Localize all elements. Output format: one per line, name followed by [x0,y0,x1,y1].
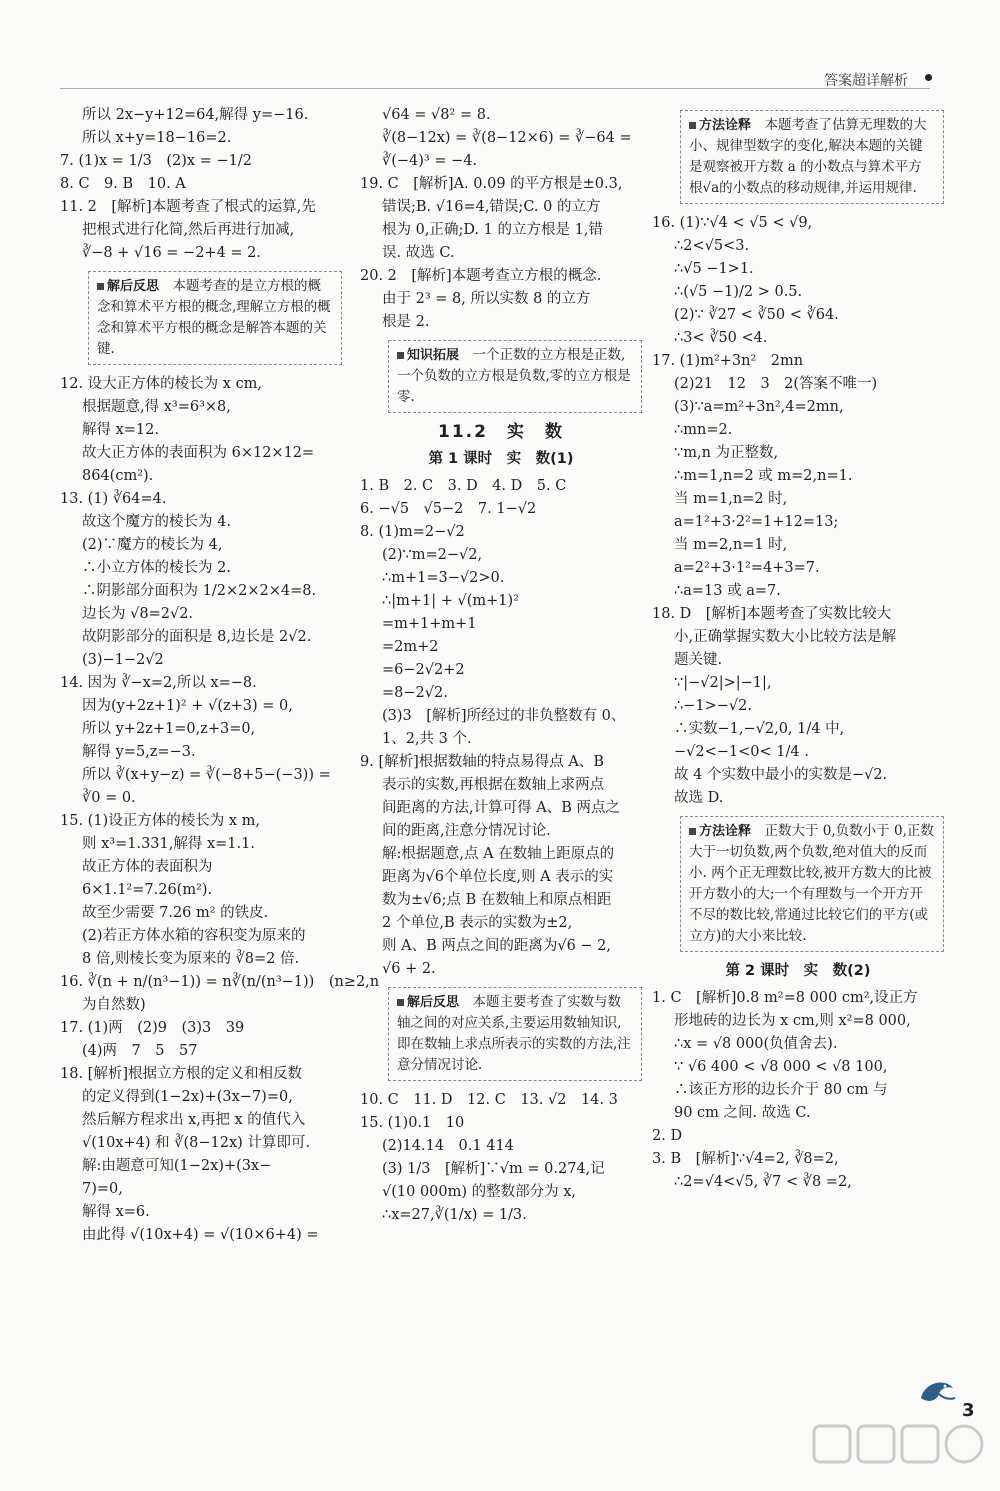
answer-line: 1. C [解析]0.8 m²=8 000 cm²,设正方 [652,990,918,1006]
answer-line: 8 倍,则棱长变为原来的 ∛8=2 倍. [82,951,300,967]
note-box-heading: 方法诠释 [689,118,751,133]
answer-line: 故选 D. [674,790,724,806]
answer-line: 故正方体的表面积为 [82,859,213,875]
answer-line: 所以 ∛(x+y−z) = ∛(−8+5−(−3)) = [82,767,331,783]
answer-line: ∴3< ∛50 <4. [674,330,768,346]
answer-line: 6×1.1²=7.26(m²). [82,882,213,898]
page-number: 3 [962,1400,975,1421]
answer-line: 则 A、B 两点之间的距离为√6 − 2, [382,938,612,954]
answer-line: (2)14.14 0.1 414 [382,1138,514,1154]
watermark-logo-icon [810,1420,990,1480]
answer-line: =6−2√2+2 [382,662,465,678]
answer-line: 当 m=1,n=2 时, [674,491,788,507]
answer-line: 故 4 个实数中最小的实数是−√2. [674,767,888,783]
note-box-text: 本题考查的是立方根的概念和算术平方根的概念,理解立方根的概念和算术平方根的概念是解答本题的关键. [97,278,331,357]
answer-line: ∴mn=2. [674,422,733,438]
answer-line: 题关键. [674,652,723,668]
header-rule [60,88,930,89]
answer-line: a=2²+3·1²=4+3=7. [674,560,820,576]
answer-line: (3)3 [解析]所经过的非负整数有 0、 [382,708,626,724]
answer-line: 数为±√6;点 B 在数轴上和原点相距 [382,892,612,908]
answer-line: 17. (1)两 (2)9 (3)3 39 [60,1020,245,1036]
answer-line: =8−2√2. [382,685,448,701]
answer-line: (2)∵ ∛27 < ∛50 < ∛64. [674,307,839,323]
answer-line: a=1²+3·2²=1+12=13; [674,514,839,530]
answer-line: 故至少需要 7.26 m² 的铁皮. [82,905,269,921]
answer-line: ∴x=27,∛(1/x) = 1/3. [382,1207,527,1223]
answer-line: ∛−8 + √16 = −2+4 = 2. [82,245,261,261]
answer-line: −√2<−1<0< 1/4 . [674,744,809,760]
answer-line: 根是 2. [382,314,430,330]
note-box-text: 本题主要考查了实数与数轴之间的对应关系,主要运用数轴知识,即在数轴上求点所表示的实数的方法,注意分情况讨论. [397,994,631,1073]
answer-line: 然后解方程求出 x,再把 x 的值代入 [82,1112,306,1128]
answer-line: 因为(y+2z+1)² + √(z+3) = 0, [82,698,293,714]
answer-line: ∴m+1=3−√2>0. [382,570,505,586]
answer-line: 根为 0,正确;D. 1 的立方根是 1,错 [382,222,603,238]
answer-line: 当 m=2,n=1 时, [674,537,788,553]
answer-line: 17. (1)m²+3n² 2mn [652,353,804,369]
answer-line: 15. (1)0.1 10 [360,1115,465,1131]
note-box-text: 正数大于 0,负数小于 0,正数大于一切负数,两个负数,绝对值大的反而小. 两个正无理数比较,被开方数大的比被开方数小的大;一个有理数与一个开方开不尽的数比较,常通过比较它们的平方(或立方)的大小来比较. [689,823,934,944]
answer-line: 2 个单位,B 表示的实数为±2, [382,915,573,931]
answer-line: 解得 y=5,z=−3. [82,744,196,760]
answer-line: 12. 设大正方体的棱长为 x cm, [60,376,263,392]
answer-line: 16. ∛(n + n/(n³−1)) = n∛(n/(n³−1)) (n≥2,n [60,974,380,990]
answer-line: ∴该正方形的边长介于 80 cm 与 [674,1082,888,1098]
note-box-heading: 解后反思 [397,995,459,1010]
note-box-text: 一个正数的立方根是正数,一个负数的立方根是负数,零的立方根是零. [397,347,631,405]
answer-line: 18. D [解析]本题考查了实数比较大 [652,606,892,622]
answer-line: 小,正确掌握实数大小比较方法是解 [674,629,897,645]
column-left [60,104,380,1247]
answer-line: (2)21 12 3 2(答案不唯一) [674,376,878,392]
answer-line: =m+1+m+1 [382,616,477,632]
note-box [680,816,944,952]
column-right [652,104,944,1194]
answer-line: ∴2=√4<√5, ∛7 < ∛8 =2, [674,1174,852,1190]
answer-line: ∵m,n 为正整数, [674,445,779,461]
header-dot-icon [925,74,932,81]
answer-line: 13. (1) ∛64=4. [60,491,167,507]
answer-line: ∴√5 −1>1. [674,261,754,277]
answer-line: 864(cm²). [82,468,154,484]
answer-line: 把根式进行化简,然后再进行加减, [82,222,295,238]
note-box-heading: 方法诠释 [689,824,751,839]
answer-line: 9. [解析]根据数轴的特点易得点 A、B [360,754,604,770]
answer-line: =2m+2 [382,639,439,655]
answer-line: (2)∵m=2−√2, [382,547,483,563]
answer-line: 形地砖的边长为 x cm,则 x²=8 000, [674,1013,911,1029]
answer-line: ∴(√5 −1)/2 > 0.5. [674,284,803,300]
answer-line: (3) 1/3 [解析]∵√m = 0.274,记 [382,1161,605,1177]
answer-line: √(10x+4) 和 ∛(8−12x) 计算即可. [82,1135,311,1151]
answer-line: 错误;B. √16=4,错误;C. 0 的立方 [382,199,601,215]
answer-line: (4)两 7 5 57 [82,1043,198,1059]
answer-line: ∴a=13 或 a=7. [674,583,781,599]
answer-line: 10. C 11. D 12. C 13. √2 14. 3 [360,1092,618,1108]
answer-line: 解得 x=6. [82,1204,150,1220]
answer-line: 11. 2 [解析]本题考查了根式的运算,先 [60,199,316,215]
answer-line: ∴实数−1,−√2,0, 1/4 中, [674,721,845,737]
answer-line: √64 = √8² = 8. [382,107,491,123]
lesson-title: 第 1 课时 实 数(1) [428,451,574,467]
answer-line: 表示的实数,再根据在数轴上求两点 [382,777,605,793]
answer-line: 边长为 √8=2√2. [82,606,194,622]
answer-line: ∛0 = 0. [82,790,136,806]
answer-line: 14. 因为 ∛−x=2,所以 x=−8. [60,675,257,691]
answer-line: 3. B [解析]∵√4=2, ∛8=2, [652,1151,839,1167]
answer-line: (2)若正方体水箱的容积变为原来的 [82,928,306,944]
answer-line: 7. (1)x = 1/3 (2)x = −1/2 [60,153,252,169]
answer-line: (2)∵魔方的棱长为 4, [82,537,223,553]
note-box-text: 本题考查了估算无理数的大小、规律型数字的变化,解决本题的关键是观察被开方数 a 的小数点与算术平方根√a的小数点的移动规律,并运用规律. [689,117,927,196]
section-title: 11.2 实 数 [438,422,564,442]
answer-line: 18. [解析]根据立方根的定义和相反数 [60,1066,302,1082]
answer-line: ∵ √6 400 < √8 000 < √8 100, [674,1059,888,1075]
answer-line: (3)∵a=m²+3n²,4=2mn, [674,399,844,415]
answer-line: 解:由题意可知(1−2x)+(3x− [82,1158,272,1174]
answer-line: 15. (1)设正方体的棱长为 x m, [60,813,260,829]
answer-line: 8. C 9. B 10. A [60,176,186,192]
answer-line: ∴阴影部分面积为 1/2×2×2×4=8. [82,583,317,599]
note-box [680,110,944,204]
answer-line: 由于 2³ = 8, 所以实数 8 的立方 [382,291,591,307]
answer-line: 故阴影部分的面积是 8,边长是 2√2. [82,629,312,645]
column-middle [360,104,642,1227]
answer-line: 所以 y+2z+1=0,z+3=0, [82,721,256,737]
answer-line: 距离为√6个单位长度,则 A 表示的实 [382,869,614,885]
answer-line: 间的距离,注意分情况讨论. [382,823,551,839]
note-box [388,987,642,1081]
note-box-heading: 知识拓展 [397,348,459,363]
header-title: 答案超详解析 [824,73,908,89]
answer-line: 所以 x+y=18−16=2. [82,130,232,146]
answer-line: ∵|−√2|>|−1|, [674,675,772,691]
answer-line: √6 + 2. [382,961,436,977]
note-box-heading: 解后反思 [97,279,159,294]
answer-line: ∴2<√5<3. [674,238,750,254]
answer-line: 所以 2x−y+12=64,解得 y=−16. [82,107,309,123]
answer-line: 16. (1)∵√4 < √5 < √9, [652,215,813,231]
answer-line: 间距离的方法,计算可得 A、B 两点之 [382,800,620,816]
answer-line: 解得 x=12. [82,422,159,438]
answer-line: 则 x³=1.331,解得 x=1.1. [82,836,255,852]
answer-line: 故大正方体的表面积为 6×12×12= [82,445,315,461]
answer-line: ∴x = √8 000(负值舍去). [674,1036,838,1052]
answer-line: 19. C [解析]A. 0.09 的平方根是±0.3, [360,176,623,192]
answer-line: 1. B 2. C 3. D 4. D 5. C [360,478,567,494]
answer-line: 20. 2 [解析]本题考查立方根的概念. [360,268,602,284]
answer-line: √(10 000m) 的整数部分为 x, [382,1184,577,1200]
answer-line: 1、2,共 3 个. [382,731,472,747]
answer-line: 90 cm 之间. 故选 C. [674,1105,811,1121]
answer-line: ∛(−4)³ = −4. [382,153,478,169]
answer-line: 为自然数) [82,997,146,1013]
answer-line: ∛(8−12x) = ∛(8−12×6) = ∛−64 = [382,130,632,146]
note-box [388,340,642,413]
answer-line: ∴小立方体的棱长为 2. [82,560,231,576]
answer-line: 7)=0, [82,1181,123,1197]
answer-line: 6. −√5 √5−2 7. 1−√2 [360,501,537,517]
answer-line: 的定义得到(1−2x)+(3x−7)=0, [82,1089,293,1105]
note-box [88,271,342,365]
answer-line: ∴m=1,n=2 或 m=2,n=1. [674,468,853,484]
answer-line: 根据题意,得 x³=6³×8, [82,399,231,415]
answer-line: 解:根据题意,点 A 在数轴上距原点的 [382,846,615,862]
answer-line: (3)−1−2√2 [82,652,164,668]
answer-line: 8. (1)m=2−√2 [360,524,465,540]
lesson-title: 第 2 课时 实 数(2) [725,963,871,979]
answer-line: ∴−1>−√2. [674,698,752,714]
answer-line: 误. 故选 C. [382,245,455,261]
answer-line: ∴|m+1| + √(m+1)² [382,593,519,609]
answer-line: 故这个魔方的棱长为 4. [82,514,231,530]
dolphin-logo-icon [915,1370,959,1414]
answer-line: 2. D [652,1128,683,1144]
answer-line: 由此得 √(10x+4) = √(10×6+4) = [82,1227,319,1243]
